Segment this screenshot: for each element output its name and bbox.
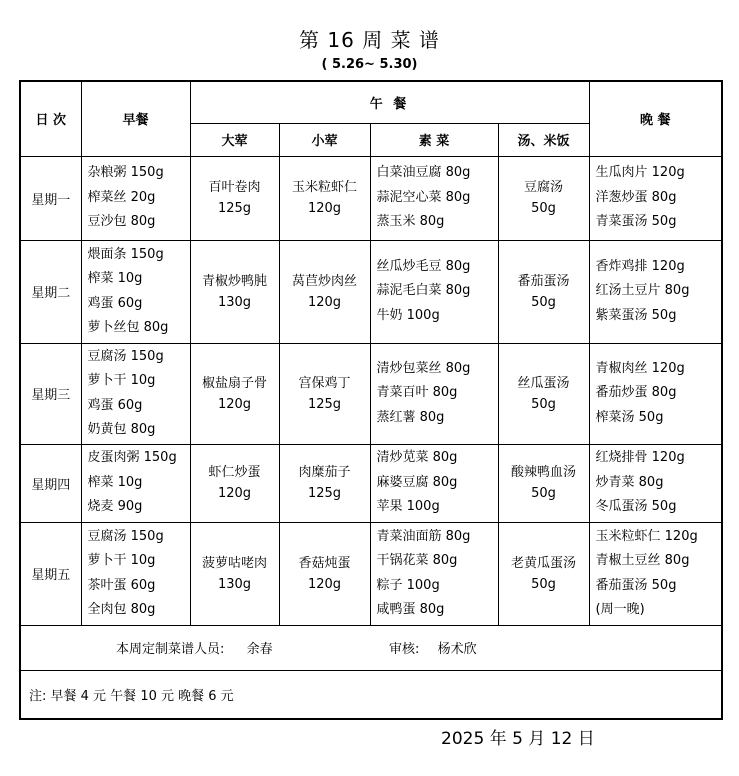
menu-item: 50g bbox=[531, 576, 556, 592]
menu-item: 全肉包 80g bbox=[87, 602, 156, 617]
menu-item: 萝卜干 10g bbox=[87, 373, 156, 388]
menu-item: 青菜油面筋 80g bbox=[376, 528, 471, 544]
menu-item: 粽子 100g bbox=[376, 577, 440, 593]
menu-item: 椒盐扇子骨 bbox=[201, 375, 267, 391]
menu-item: 丝瓜炒毛豆 80g bbox=[376, 258, 471, 274]
header-day: 日 次 bbox=[20, 81, 81, 156]
menu-item: 130g bbox=[217, 294, 252, 310]
menu-item: 蒜泥空心菜 80g bbox=[376, 189, 471, 205]
big-meat-cell bbox=[190, 522, 279, 625]
header-big-meat: 大荤 bbox=[190, 123, 279, 156]
big-meat-cell bbox=[190, 156, 279, 240]
menu-item: 百叶卷肉 bbox=[208, 180, 261, 195]
menu-item: 125g bbox=[307, 486, 342, 501]
breakfast-cell bbox=[81, 240, 190, 343]
header-soup-rice: 汤、米饭 bbox=[498, 123, 589, 156]
small-meat-cell bbox=[279, 240, 370, 343]
header-small-meat: 小荤 bbox=[279, 123, 370, 156]
menu-item: 番茄蛋汤 50g bbox=[595, 577, 677, 593]
date-range: ( 5.26~ 5.30) bbox=[321, 57, 418, 72]
vegetable-cell bbox=[370, 156, 498, 240]
small-meat-cell bbox=[279, 522, 370, 625]
reviewer-label: 审核: bbox=[388, 642, 420, 657]
menu-item: 番茄炒蛋 80g bbox=[595, 385, 677, 401]
menu-item: 蒸红薯 80g bbox=[376, 409, 445, 425]
menu-item: 青菜百叶 80g bbox=[376, 385, 458, 401]
breakfast-cell bbox=[81, 156, 190, 240]
menu-item: 50g bbox=[531, 396, 556, 412]
menu-row bbox=[20, 156, 722, 240]
menu-item: 宫保鸡丁 bbox=[298, 375, 351, 391]
menu-item: (周一晚) bbox=[595, 602, 645, 617]
menu-item: 榨菜丝 20g bbox=[87, 189, 156, 205]
menu-item: 榨菜 10g bbox=[87, 474, 143, 490]
menu-item: 萝卜干 10g bbox=[87, 553, 156, 568]
menu-item: 50g bbox=[531, 294, 556, 310]
menu-item: 干锅花菜 80g bbox=[376, 553, 458, 568]
menu-table bbox=[19, 80, 723, 720]
day-cell: 星期四 bbox=[20, 444, 81, 522]
vegetable-cell bbox=[370, 343, 498, 444]
price-note: 注: 早餐 4 元 午餐 10 元 晚餐 6 元 bbox=[20, 670, 722, 719]
menu-item: 老黄瓜蛋汤 bbox=[511, 555, 577, 571]
menu-row bbox=[20, 343, 722, 444]
maker-name: 余春 bbox=[246, 642, 273, 657]
menu-item: 番茄蛋汤 bbox=[517, 273, 570, 289]
menu-item: 清炒包菜丝 80g bbox=[376, 360, 471, 376]
menu-item: 白菜油豆腐 80g bbox=[376, 165, 471, 181]
header-breakfast: 早餐 bbox=[81, 81, 190, 156]
small-meat-cell bbox=[279, 444, 370, 522]
issue-date: 2025 年 5 月 12 日 bbox=[441, 729, 595, 749]
menu-item: 豆腐汤 150g bbox=[87, 528, 164, 544]
menu-item: 煨面条 150g bbox=[87, 246, 164, 262]
header-dinner: 晚 餐 bbox=[589, 81, 722, 156]
menu-item: 鸡蛋 60g bbox=[87, 295, 143, 311]
menu-item: 菠萝咕咾肉 bbox=[201, 555, 267, 571]
menu-item: 豆腐汤 150g bbox=[87, 348, 164, 364]
breakfast-cell bbox=[81, 522, 190, 625]
day-cell: 星期三 bbox=[20, 343, 81, 444]
menu-item: 香炸鸡排 120g bbox=[595, 258, 685, 274]
dinner-cell bbox=[589, 522, 722, 625]
soup-cell bbox=[498, 444, 589, 522]
menu-item: 鸡蛋 60g bbox=[87, 397, 143, 413]
day-cell: 星期一 bbox=[20, 156, 81, 240]
vegetable-cell bbox=[370, 522, 498, 625]
big-meat-cell bbox=[190, 343, 279, 444]
dinner-cell bbox=[589, 343, 722, 444]
small-meat-cell bbox=[279, 343, 370, 444]
menu-item: 麻婆豆腐 80g bbox=[376, 474, 458, 490]
menu-item: 肉糜茄子 bbox=[298, 465, 351, 480]
menu-title: 第 16 周 菜 谱 bbox=[299, 28, 440, 52]
menu-item: 125g bbox=[217, 201, 252, 216]
menu-item: 青菜蛋汤 50g bbox=[595, 214, 677, 230]
menu-item: 洋葱炒蛋 80g bbox=[595, 189, 677, 205]
breakfast-cell bbox=[81, 444, 190, 522]
menu-item: 榨菜 10g bbox=[87, 271, 143, 286]
menu-item: 青椒肉丝 120g bbox=[595, 360, 685, 376]
menu-item: 炒青菜 80g bbox=[595, 474, 664, 490]
menu-item: 120g bbox=[217, 396, 252, 412]
dinner-cell bbox=[589, 156, 722, 240]
menu-item: 红烧排骨 120g bbox=[595, 450, 685, 466]
menu-item: 青椒炒鸭肫 bbox=[201, 273, 267, 289]
header-lunch: 午 餐 bbox=[190, 81, 589, 123]
day-cell: 星期五 bbox=[20, 522, 81, 625]
menu-item: 咸鸭蛋 80g bbox=[376, 602, 445, 617]
menu-item: 豆沙包 80g bbox=[87, 214, 156, 230]
menu-item: 120g bbox=[307, 576, 342, 592]
day-cell: 星期二 bbox=[20, 240, 81, 343]
soup-cell bbox=[498, 156, 589, 240]
menu-item: 50g bbox=[531, 201, 556, 216]
menu-item: 榨菜汤 50g bbox=[595, 409, 664, 425]
menu-item: 苹果 100g bbox=[376, 499, 440, 515]
maker-label: 本周定制菜谱人员: bbox=[116, 642, 225, 657]
menu-item: 120g bbox=[217, 486, 252, 501]
menu-item: 莴苣炒肉丝 bbox=[291, 273, 357, 289]
menu-row bbox=[20, 240, 722, 343]
menu-item: 120g bbox=[307, 201, 342, 216]
breakfast-cell bbox=[81, 343, 190, 444]
vegetable-cell bbox=[370, 444, 498, 522]
small-meat-cell bbox=[279, 156, 370, 240]
big-meat-cell bbox=[190, 444, 279, 522]
menu-item: 杂粮粥 150g bbox=[87, 165, 164, 181]
menu-item: 香菇炖蛋 bbox=[298, 555, 351, 571]
menu-item: 120g bbox=[307, 294, 342, 310]
vegetable-cell bbox=[370, 240, 498, 343]
menu-row bbox=[20, 522, 722, 625]
menu-item: 生瓜肉片 120g bbox=[595, 165, 685, 181]
menu-item: 红汤土豆片 80g bbox=[595, 283, 690, 299]
menu-item: 烧麦 90g bbox=[87, 499, 143, 515]
menu-item: 豆腐汤 bbox=[524, 180, 564, 195]
menu-item: 萝卜丝包 80g bbox=[87, 320, 169, 335]
big-meat-cell bbox=[190, 240, 279, 343]
menu-item: 酸辣鸭血汤 bbox=[511, 465, 577, 480]
menu-item: 奶黄包 80g bbox=[87, 422, 156, 437]
menu-item: 青椒土豆丝 80g bbox=[595, 553, 690, 568]
menu-item: 茶叶蛋 60g bbox=[87, 577, 156, 593]
menu-item: 清炒苋菜 80g bbox=[376, 450, 458, 466]
dinner-cell bbox=[589, 240, 722, 343]
menu-item: 虾仁炒蛋 bbox=[208, 465, 261, 480]
header-vegetable: 素 菜 bbox=[370, 123, 498, 156]
menu-item: 紫菜蛋汤 50g bbox=[595, 307, 677, 323]
menu-item: 冬瓜蛋汤 50g bbox=[595, 499, 677, 515]
menu-item: 丝瓜蛋汤 bbox=[517, 375, 570, 391]
menu-row bbox=[20, 444, 722, 522]
soup-cell bbox=[498, 522, 589, 625]
menu-item: 125g bbox=[307, 396, 342, 412]
menu-item: 牛奶 100g bbox=[376, 307, 440, 323]
menu-item: 蒜泥毛白菜 80g bbox=[376, 283, 471, 299]
staff-row bbox=[20, 625, 722, 670]
menu-item: 玉米粒虾仁 120g bbox=[595, 528, 698, 544]
reviewer-name: 杨术欣 bbox=[437, 642, 477, 657]
soup-cell bbox=[498, 343, 589, 444]
menu-item: 皮蛋肉粥 150g bbox=[87, 450, 177, 466]
menu-item: 蒸玉米 80g bbox=[376, 214, 445, 230]
dinner-cell bbox=[589, 444, 722, 522]
menu-item: 50g bbox=[531, 486, 556, 501]
menu-item: 130g bbox=[217, 576, 252, 592]
menu-item: 玉米粒虾仁 bbox=[291, 180, 357, 195]
soup-cell bbox=[498, 240, 589, 343]
